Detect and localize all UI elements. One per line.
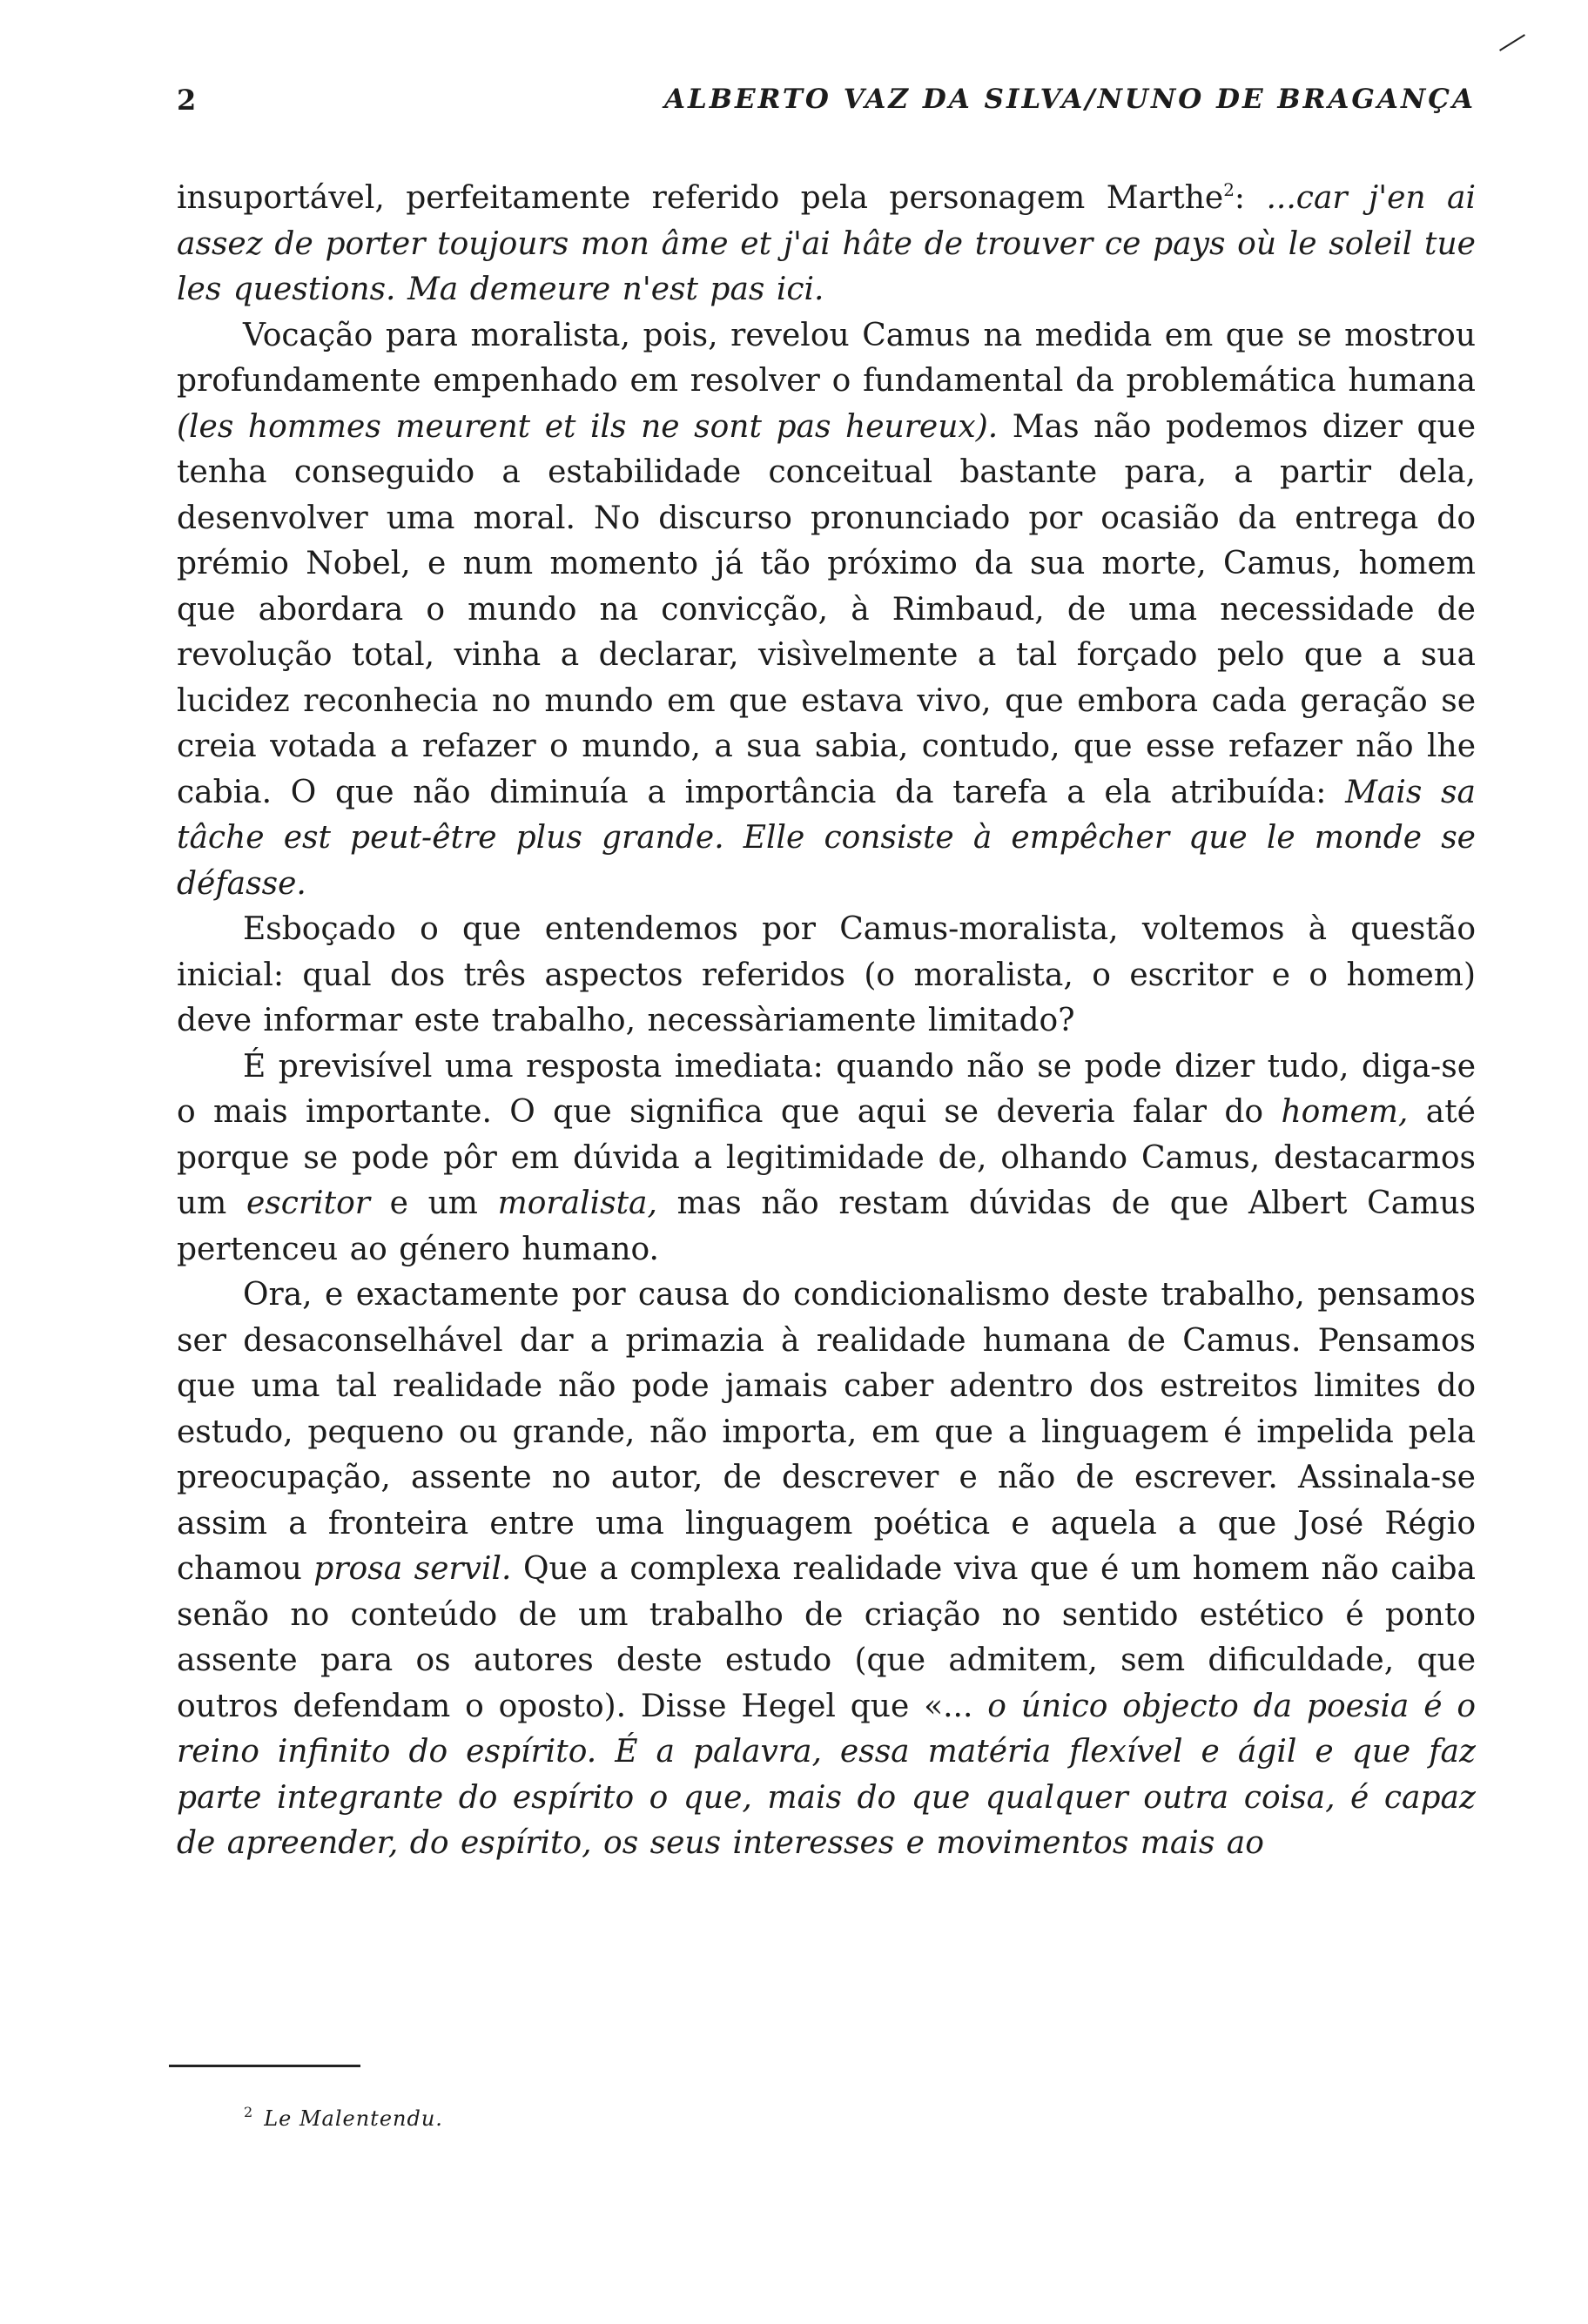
emphasis-moralista: moralista, — [497, 1186, 657, 1221]
body-text — [177, 176, 1476, 1867]
footnote-number: 2 — [244, 2104, 254, 2120]
paragraph-2-text-a: Vocação para moralista, pois, revelou Camus na medida em que se mostrou profundamente empenhado em resolver o fundamental da problemática humana — [177, 317, 1476, 399]
pencil-mark — [1499, 34, 1525, 51]
paragraph-2 — [177, 313, 1476, 908]
paragraph-1-colon: : — [1234, 180, 1267, 216]
paragraph-4-text-d: mas não restam dúvidas de que Albert Camus pertenceu ao género humano. — [177, 1186, 1476, 1267]
paragraph-3: Esboçado o que entendemos por Camus-moralista, voltemos à questão inicial: qual dos três aspectos referidos (o moralista, o escritor e o homem) deve informar este trabalho, necessàriamente limitado? — [177, 911, 1476, 1038]
hegel-quote: o único objecto da poesia é o reino infinito do espírito. É a palavra, essa matéria flexível e ágil e que faz parte integrante do espírito o que, mais do que qualquer outra coisa, é capaz de apreender, do espírito, os seus interesses e movimentos mais ao — [177, 1688, 1476, 1861]
paragraph-1 — [177, 176, 1476, 313]
paragraph-4-text-a: É previsível uma resposta imediata: quando não se pode dizer tudo, diga-se o mais importante. O que significa que aqui se deveria falar do — [177, 1048, 1476, 1130]
french-quote-1: (les hommes meurent et ils ne sont pas heureux). — [177, 408, 999, 445]
page-number: 2 — [177, 84, 197, 117]
paragraph-5 — [177, 1273, 1476, 1867]
running-title: ALBERTO VAZ DA SILVA/NUNO DE BRAGANÇA — [663, 84, 1476, 115]
paragraph-2-text-b: Mas não podemos dizer que tenha conseguido a estabilidade conceitual bastante para, a partir dela, desenvolver uma moral. No discurso pronunciado por ocasião da entrega do prémio Nobel, e num momento já tão próximo da sua morte, Camus, homem que abordara o mundo na convicção, à Rimbaud, de uma necessidade de revolução total, vinha a declarar, visìvelmente a tal forçado pelo que a sua lucidez reconhecia no mundo em que estava vivo, que embora cada geração se creia votada a refazer o mundo, a sua sabia, contudo, que esse refazer não lhe cabia. O que não diminuía a importância da tarefa a ela atribuída: — [177, 408, 1476, 810]
emphasis-homem: homem, — [1281, 1094, 1409, 1130]
footnote-text: Le Malentendu. — [264, 2106, 443, 2131]
paragraph-1-text: insuportável, perfeitamente referido pela personagem Marthe — [177, 180, 1224, 216]
camus-quote: ...car j'en ai assez de porter toujours mon âme et j'ai hâte de trouver ce pays où le soleil tue les questions. Ma demeure n'est pas ici. — [177, 180, 1476, 307]
paragraph-4-text-c: e um — [370, 1186, 498, 1221]
paragraph-5-text-a: Ora, e exactamente por causa do condicionalismo deste trabalho, pensamos ser desaconselhável dar a primazia à realidade humana de Camus. Pensamos que uma tal realidade não pode jamais caber adentro dos estreitos limites do estudo, pequeno ou grande, não importa, em que a linguagem é impelida pela preocupação, assente no autor, de descrever e não de escrever. Assinala-se assim a fronteira entre uma linguagem poética e aquela a que José Régio chamou — [177, 1277, 1476, 1587]
french-quote-2: Mais sa tâche est peut-être plus grande. Elle consiste à empêcher que le monde se défasse. — [177, 774, 1476, 902]
paragraph-4-text-b: até porque se pode pôr em dúvida a legitimidade de, olhando Camus, destacarmos um — [177, 1094, 1476, 1221]
footnote — [244, 2106, 443, 2131]
footnote-ref: 2 — [1223, 179, 1235, 200]
page-header — [177, 84, 1476, 127]
paragraph-4 — [177, 1044, 1476, 1273]
paragraph-5-text-b: Que a complexa realidade viva que é um homem não caiba senão no conteúdo de um trabalho de criação no sentido estético é ponto assente para os autores deste estudo (que admitem, sem dificuldade, que outros defendam o oposto). Disse Hegel que «... — [177, 1551, 1476, 1724]
footnote-divider — [169, 2065, 360, 2067]
emphasis-escritor: escritor — [246, 1186, 370, 1221]
emphasis-prosa-servil: prosa servil. — [313, 1551, 512, 1587]
